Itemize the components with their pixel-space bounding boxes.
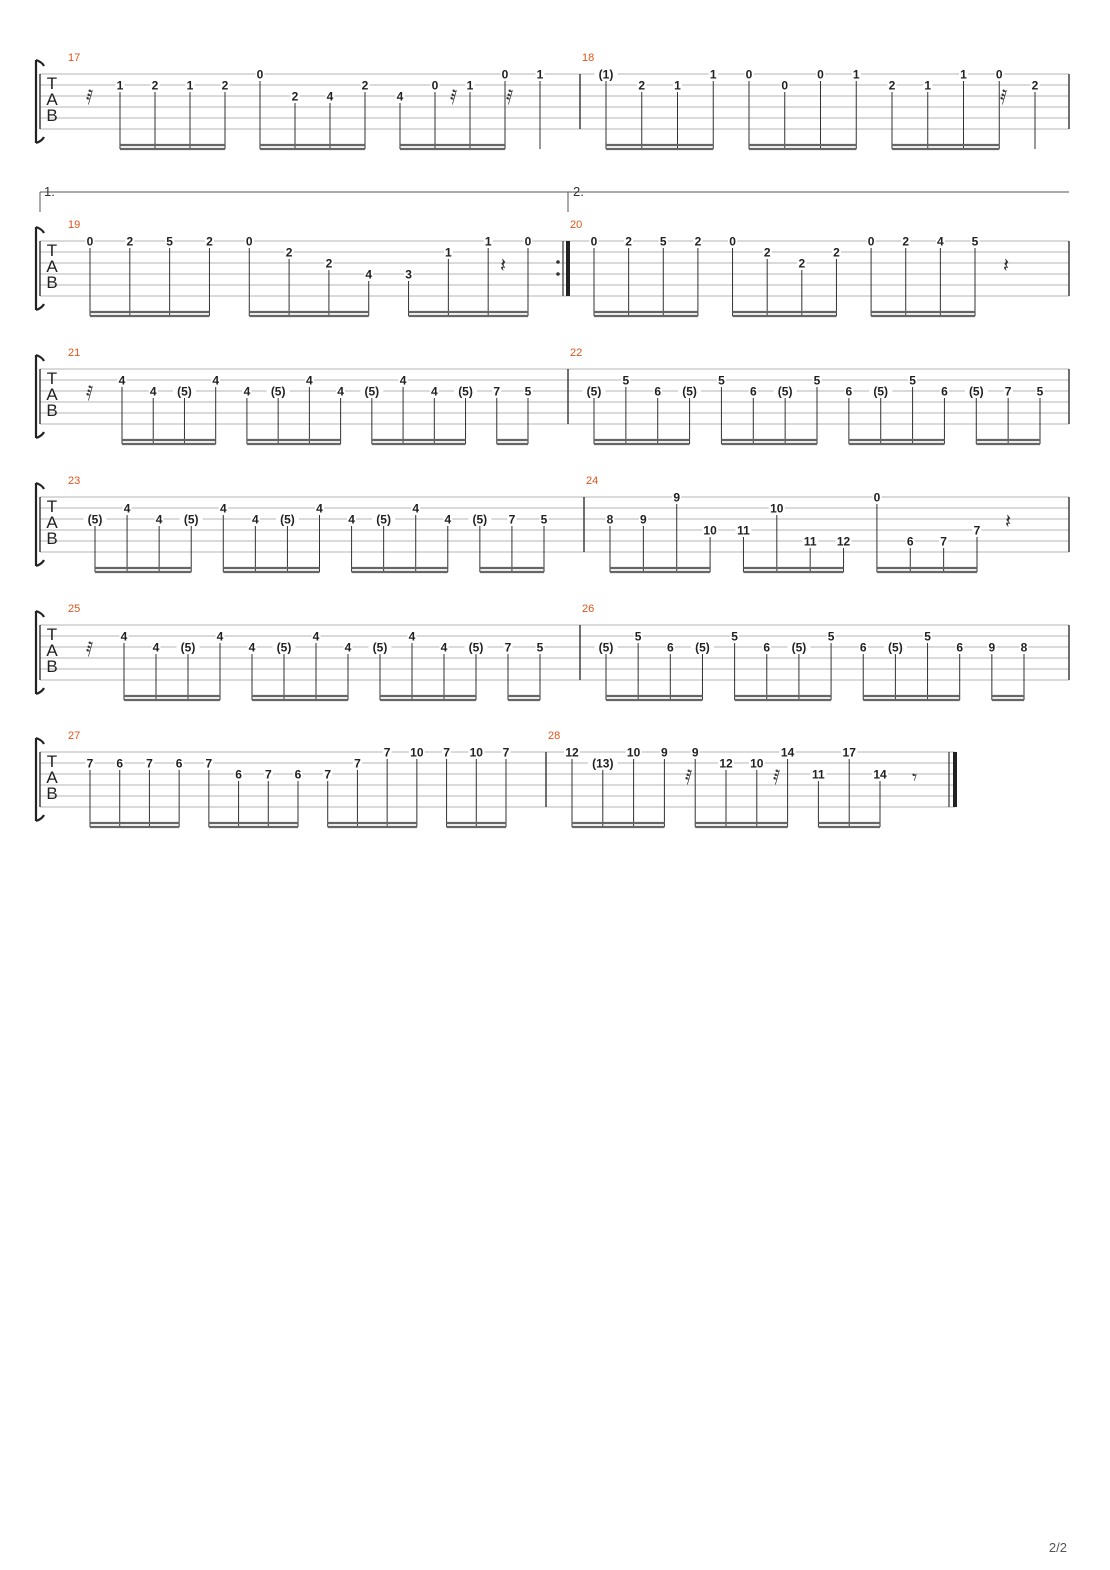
fret-number: 4: [412, 501, 420, 516]
fret-number: 10: [469, 745, 483, 760]
fret-number: 2: [625, 234, 632, 249]
fret-number: (5): [270, 384, 286, 399]
fret-number: 0: [995, 67, 1003, 82]
quarter-rest-icon: 𝄽: [500, 253, 507, 277]
fret-number: 5: [540, 512, 548, 527]
measure-number: 18: [582, 52, 595, 64]
staff-system: [36, 603, 1069, 700]
fret-number: 4: [430, 384, 438, 399]
fret-number: 4: [149, 384, 157, 399]
fret-number: 2: [206, 234, 213, 249]
measure-number: 24: [586, 475, 599, 487]
fret-number: 10: [626, 745, 641, 760]
fret-number: (5): [791, 640, 807, 655]
fret-number: 6: [956, 640, 964, 655]
fret-number: 2: [285, 245, 293, 260]
repeat-end-sign: [556, 241, 568, 296]
fret-number: 4: [348, 512, 355, 527]
fret-number: 0: [867, 234, 875, 249]
fret-number: 4: [248, 640, 256, 655]
fret-number: 0: [431, 78, 439, 93]
fret-number: 9: [691, 745, 699, 760]
fret-number: 5: [524, 384, 532, 399]
fret-number: 7: [205, 756, 213, 771]
fret-number: 14: [780, 745, 795, 760]
fret-number: 10: [770, 501, 784, 516]
measure-number: 17: [68, 52, 81, 64]
fret-number: 5: [924, 629, 931, 644]
fret-number: (5): [372, 640, 388, 655]
fret-number: 2: [361, 78, 369, 93]
fret-number: 17: [842, 745, 856, 760]
fret-number: 5: [718, 373, 725, 388]
fret-number: (5): [598, 640, 614, 655]
fret-number: 4: [316, 501, 323, 516]
fret-number: (5): [586, 384, 602, 399]
tab-clef-letter: B: [46, 106, 58, 125]
staff-system: [36, 219, 1069, 316]
measure-number: 22: [570, 347, 583, 359]
fret-number: 1: [709, 67, 717, 82]
sixteenth-rest-icon: 𝅀: [685, 765, 693, 789]
fret-number: 6: [175, 756, 183, 771]
measure-number: 19: [68, 219, 81, 231]
fret-number: 6: [235, 767, 242, 782]
fret-number: 4: [326, 89, 334, 104]
fret-number: 1: [484, 234, 492, 249]
fret-number: 4: [440, 640, 448, 655]
fret-number: 3: [405, 267, 412, 282]
fret-number: 4: [365, 267, 373, 282]
fret-number: 0: [729, 234, 736, 249]
page-number: 2/2: [1048, 1540, 1067, 1555]
fret-number: 2: [151, 78, 159, 93]
fret-number: 0: [781, 78, 789, 93]
fret-number: (5): [376, 512, 391, 527]
fret-number: 5: [1036, 384, 1044, 399]
fret-number: 6: [749, 384, 757, 399]
fret-number: 1: [186, 78, 194, 93]
fret-number: 10: [703, 523, 717, 538]
fret-number: 4: [216, 629, 224, 644]
fret-number: 4: [118, 373, 126, 388]
fret-number: 14: [873, 767, 887, 782]
fret-number: (5): [888, 640, 903, 655]
tab-clef-letter: B: [46, 657, 58, 676]
fret-number: (5): [468, 640, 484, 655]
staff-systems: [36, 52, 1069, 827]
staff-system: [36, 52, 1069, 149]
tab-clef-letter: B: [46, 401, 58, 420]
fret-number: 5: [813, 373, 821, 388]
fret-number: 1: [466, 78, 474, 93]
fret-number: (5): [682, 384, 697, 399]
fret-number: 6: [845, 384, 853, 399]
sixteenth-rest-icon: 𝅀: [1000, 85, 1008, 109]
fret-number: 6: [906, 534, 914, 549]
measure-number: 27: [68, 730, 81, 742]
volta-brackets: [40, 184, 1069, 212]
fret-number: 8: [606, 512, 614, 527]
tab-clef-letter: A: [46, 513, 58, 532]
fret-number: 1: [852, 67, 860, 82]
fret-number: 10: [410, 745, 424, 760]
rest-symbols: [86, 85, 1011, 789]
fret-number: 2: [694, 234, 702, 249]
fret-number: (13): [592, 756, 614, 771]
fret-number: (5): [276, 640, 292, 655]
staff-system: [36, 475, 1069, 572]
fret-number: 7: [973, 523, 981, 538]
fret-number: 4: [219, 501, 227, 516]
volta-1-label: 1.: [44, 184, 55, 199]
fret-number: 5: [827, 629, 835, 644]
fret-number: 11: [737, 523, 750, 538]
fret-number: 0: [501, 67, 509, 82]
fret-number: 1: [960, 67, 967, 82]
fret-number: 4: [396, 89, 404, 104]
tab-clef-letter: B: [46, 784, 58, 803]
fret-number: 0: [873, 490, 881, 505]
fret-number: 2: [325, 256, 333, 271]
fret-number: (5): [472, 512, 488, 527]
fret-number: 5: [909, 373, 916, 388]
fret-number: 0: [86, 234, 94, 249]
fret-number: 7: [502, 745, 510, 760]
fret-number: 7: [1004, 384, 1012, 399]
fret-number: 4: [243, 384, 251, 399]
fret-number: (5): [364, 384, 380, 399]
fret-number: 7: [493, 384, 501, 399]
fret-number: 12: [836, 534, 851, 549]
fret-number: (5): [180, 640, 196, 655]
fret-number: 6: [941, 384, 948, 399]
fret-number: 6: [666, 640, 674, 655]
fret-number: 1: [924, 78, 932, 93]
tab-clef-letter: T: [46, 625, 58, 644]
fret-number: (5): [695, 640, 710, 655]
fret-number: 0: [245, 234, 253, 249]
final-barline: [949, 752, 955, 807]
fret-number: 0: [524, 234, 532, 249]
staff-system: [36, 347, 1069, 444]
fret-number: 4: [937, 234, 944, 249]
fret-number: 4: [152, 640, 160, 655]
sixteenth-rest-icon: 𝅀: [506, 85, 514, 109]
tab-clef-letter: A: [46, 90, 58, 109]
fret-number: 1: [116, 78, 124, 93]
fret-number: (5): [280, 512, 295, 527]
fret-number: 4: [408, 629, 416, 644]
tab-clef-letter: T: [46, 241, 58, 260]
fret-number: 9: [673, 490, 681, 505]
fret-number: 1: [674, 78, 681, 93]
measure-number: 20: [570, 219, 583, 231]
fret-number: 12: [565, 745, 579, 760]
quarter-rest-icon: 𝄽: [1005, 509, 1012, 533]
fret-number: 7: [86, 756, 94, 771]
fret-number: 0: [745, 67, 753, 82]
measure-number: 25: [68, 603, 81, 615]
tab-clef-letter: B: [46, 529, 58, 548]
sixteenth-rest-icon: 𝅀: [86, 85, 94, 109]
fret-number: 7: [940, 534, 947, 549]
fret-number: (1): [598, 67, 614, 82]
tab-clef-letter: T: [46, 369, 58, 388]
quarter-rest-icon: 𝄽: [1003, 253, 1010, 277]
tab-clef-letter: T: [46, 752, 58, 771]
fret-number: 6: [654, 384, 662, 399]
sixteenth-rest-icon: 𝅀: [450, 85, 458, 109]
fret-number: (5): [873, 384, 889, 399]
fret-number: 5: [622, 373, 630, 388]
fret-number: 12: [719, 756, 733, 771]
fret-number: 6: [294, 767, 302, 782]
fret-number: 4: [155, 512, 163, 527]
fret-number: 2: [888, 78, 896, 93]
fret-number: 2: [798, 256, 806, 271]
fret-number: 2: [902, 234, 910, 249]
fret-number: 6: [859, 640, 867, 655]
volta-2-label: 2.: [573, 184, 584, 199]
fret-number: 7: [504, 640, 512, 655]
fret-number: 11: [812, 767, 825, 782]
fret-number: 0: [817, 67, 824, 82]
fret-number: 4: [337, 384, 344, 399]
fret-number: 7: [324, 767, 332, 782]
fret-number: 9: [661, 745, 668, 760]
fret-number: 7: [146, 756, 153, 771]
tab-clef-letter: A: [46, 385, 58, 404]
tab-clef-letter: T: [46, 74, 58, 93]
tab-clef-letter: B: [46, 273, 58, 292]
measure-number: 23: [68, 475, 81, 487]
fret-number: (5): [177, 384, 192, 399]
fret-number: 4: [123, 501, 131, 516]
fret-number: 5: [731, 629, 738, 644]
fret-number: 1: [536, 67, 544, 82]
fret-number: 7: [264, 767, 272, 782]
fret-number: 6: [763, 640, 771, 655]
fret-number: 4: [306, 373, 313, 388]
fret-number: 4: [399, 373, 407, 388]
fret-number: 2: [638, 78, 646, 93]
sixteenth-rest-icon: 𝅀: [86, 381, 94, 405]
fret-number: 2: [763, 245, 771, 260]
fret-number: (5): [87, 512, 103, 527]
measure-number: 28: [548, 730, 561, 742]
fret-number: (5): [777, 384, 793, 399]
sixteenth-rest-icon: 𝅀: [773, 765, 781, 789]
tab-clef-letter: A: [46, 768, 58, 787]
fret-number: 4: [312, 629, 320, 644]
fret-number: 9: [988, 640, 996, 655]
fret-number: 7: [383, 745, 391, 760]
fret-number: 2: [291, 89, 299, 104]
fret-number: 6: [116, 756, 124, 771]
tab-clef-letter: A: [46, 641, 58, 660]
fret-number: 0: [256, 67, 264, 82]
fret-number: 4: [252, 512, 259, 527]
sixteenth-rest-icon: 𝅀: [86, 637, 94, 661]
fret-number: (5): [458, 384, 473, 399]
fret-number: 7: [443, 745, 450, 760]
fret-number: 2: [1031, 78, 1039, 93]
fret-number: 2: [126, 234, 134, 249]
fret-number: 4: [344, 640, 352, 655]
staff-system: [36, 730, 955, 827]
fret-number: 2: [221, 78, 229, 93]
fret-number: 4: [444, 512, 452, 527]
fret-number: 1: [445, 245, 452, 260]
fret-number: 5: [971, 234, 979, 249]
fret-number: 9: [640, 512, 647, 527]
fret-number: 8: [1020, 640, 1028, 655]
fret-number: 5: [166, 234, 173, 249]
fret-number: 7: [508, 512, 516, 527]
fret-number: 2: [833, 245, 840, 260]
fret-number: 5: [634, 629, 642, 644]
measure-number: 21: [68, 347, 81, 359]
fret-number: (5): [968, 384, 984, 399]
fret-number: (5): [183, 512, 199, 527]
fret-number: 5: [659, 234, 667, 249]
fret-number: 7: [354, 756, 361, 771]
measure-number: 26: [582, 603, 595, 615]
fret-number: 10: [750, 756, 764, 771]
fret-number: 11: [803, 534, 817, 549]
fret-number: 4: [120, 629, 128, 644]
fret-number: 4: [212, 373, 220, 388]
tab-clef-letter: T: [46, 497, 58, 516]
tab-clef-letter: A: [46, 257, 58, 276]
fret-number: 5: [536, 640, 544, 655]
eighth-rest-icon: 𝄾: [912, 765, 918, 789]
fret-number: 0: [590, 234, 598, 249]
